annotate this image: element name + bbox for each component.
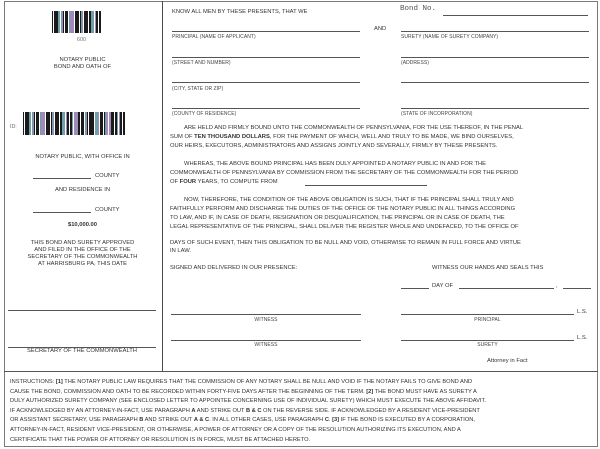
surety-state-label: (STATE OF INCORPORATION) bbox=[401, 111, 473, 117]
p2-text: YEARS, TO COMPUTE FROM bbox=[196, 179, 278, 185]
office-label: NOTARY PUBLIC, WITH OFFICE IN bbox=[35, 154, 130, 160]
instr-marker: [1] bbox=[55, 379, 63, 385]
panel-divider bbox=[162, 1, 163, 371]
p3-line3: TO LAW, AND IF, IN CASE OF DEATH, RESIGNATION OR DISQUALIFICATION, THE PRINCIPAL OR IN CASE OF DEATH, THE bbox=[170, 215, 505, 221]
paragraph-condition-cont bbox=[170, 239, 521, 255]
instr-line3: DULY AUTHORIZED SURETY COMPANY (SEE ENCLOSED LETTER TO APPOINTEE CONCERNING USE OF INDIVIDUAL SURETY) WHICH MUST EXECUTE THE ABOVE AFFIDAVIT. bbox=[10, 398, 486, 405]
instr-text: THE NOTARY PUBLIC LAW REQUIRES THAT THE COMMISSION OF ANY NOTARY SHALL BE NULL AND VOID IF THE NOTARY FAILS TO GIVE BOND AND bbox=[62, 379, 473, 385]
year-field[interactable] bbox=[563, 288, 591, 289]
instr-marker: C bbox=[324, 417, 329, 424]
witness-1-label: WITNESS bbox=[254, 317, 278, 323]
instr-line4 bbox=[10, 407, 486, 417]
instr-marker: B & C bbox=[245, 407, 262, 414]
bond-no-label: Bond No. bbox=[400, 5, 437, 13]
instr-marker: A bbox=[191, 407, 196, 414]
form-title-line1: NOTARY PUBLIC bbox=[59, 57, 106, 63]
surety-address-line2-field[interactable] bbox=[401, 82, 589, 83]
instr-text: IF THE BOND IS EXECUTED BY A CORPORATION, bbox=[339, 417, 475, 424]
instr-line1 bbox=[10, 378, 486, 388]
instr-marker: B bbox=[139, 417, 144, 424]
approval-line3: SECRETARY OF THE COMMONWEALTH bbox=[27, 254, 138, 260]
instructions bbox=[10, 378, 486, 445]
p1-line1: ARE HELD AND FIRMLY BOUND UNTO THE COMMONWEALTH OF PENNSYLVANIA, FOR THE USE THEREOF, IN THE PENAL bbox=[184, 125, 524, 131]
comma: , bbox=[556, 283, 558, 289]
p1-line2 bbox=[170, 133, 523, 142]
witness-1-signature-field[interactable] bbox=[171, 314, 361, 315]
approval-line4: AT HARRISBURG PA, THIS DATE bbox=[37, 261, 127, 267]
principal-street-field[interactable] bbox=[172, 57, 360, 58]
surety-name-field[interactable] bbox=[401, 31, 589, 32]
principal-county-label: (COUNTY OF RESIDENCE) bbox=[172, 111, 237, 117]
instr-text: INSTRUCTIONS: bbox=[10, 379, 56, 385]
p2-line2: COMMONWEALTH OF PENNSYLVANIA BY COMMISSION FROM THE SECRETARY OF THE COMMONWEALTH FOR THE PERIOD bbox=[170, 170, 519, 176]
form-title-line2: BOND AND OATH OF bbox=[53, 64, 112, 70]
surety-address-field[interactable] bbox=[401, 57, 589, 58]
ls-label-2: L.S. bbox=[577, 335, 588, 341]
surety-signature-field[interactable] bbox=[401, 340, 574, 341]
p3-line4: LEGAL REPRESENTATIVE OF THE PRINCIPAL, SHALL DELIVER THE REGISTER WHOLE AND UNDEFACED, TO THE OFFICE OF bbox=[170, 224, 519, 230]
surety-name-label: SURETY (NAME OF SURETY COMPANY) bbox=[401, 34, 499, 40]
county-label-2: COUNTY bbox=[95, 207, 120, 213]
principal-street-label: (STREET AND NUMBER) bbox=[172, 60, 231, 66]
p1-text: , FOR THE PAYMENT OF WHICH, WELL AND TRULY TO BE MADE, WE BIND OURSELVES, bbox=[269, 134, 514, 140]
principal-city-label: (CITY, STATE OR ZIP) bbox=[172, 86, 224, 92]
paragraph-condition bbox=[170, 196, 519, 232]
residence-county-field[interactable] bbox=[33, 212, 91, 213]
and-label: AND bbox=[374, 26, 387, 32]
instr-text: OR ASSISTANT SECRETARY, USE PARAGRAPH bbox=[10, 417, 140, 424]
instr-line5 bbox=[10, 416, 486, 426]
instr-marker: [3] bbox=[332, 417, 340, 424]
id-label: ID: bbox=[10, 124, 17, 130]
day-of-label: DAY OF bbox=[432, 283, 454, 289]
barcode-id bbox=[23, 112, 140, 135]
instr-text: CAUSE THE BOND, COMMISSION AND OATH TO BE RECORDED WITHIN FORTY-FIVE DAYS AFTER THE BEGINNING OF THE TERM. bbox=[10, 388, 367, 395]
p1-line3: OUR HEIRS, EXECUTORS, ADMINISTRATORS AND ASSIGNS JOINTLY AND SEVERALLY, FIRMLY BY THESE PRESENTS. bbox=[170, 143, 498, 149]
secretary-signature-label: SECRETARY OF THE COMMONWEALTH bbox=[27, 348, 137, 354]
ls-label-1: L.S. bbox=[577, 309, 588, 315]
paragraph-bound bbox=[170, 124, 523, 151]
p3-line2: FAITHFULLY PERFORM AND DISCHARGE THE DUTIES OF THE OFFICE OF THE NOTARY PUBLIC IN ALL THINGS ACCORDING bbox=[170, 206, 516, 212]
approval-line1: THIS BOND AND SURETY APPROVED bbox=[30, 240, 135, 246]
principal-county-field[interactable] bbox=[172, 108, 360, 109]
month-field[interactable] bbox=[459, 288, 554, 289]
intro-text: KNOW ALL MEN BY THESE PRESENTS, THAT WE bbox=[172, 9, 308, 15]
surety-signature-label: SURETY bbox=[477, 342, 498, 348]
instr-text: . bbox=[328, 417, 333, 424]
p2-line1: WHEREAS, THE ABOVE BOUND PRINCIPAL HAS BEEN DULY APPOINTED A NOTARY PUBLIC IN AND FOR THE bbox=[184, 161, 487, 167]
witness-2-signature-field[interactable] bbox=[171, 340, 361, 341]
signed-delivered-label: SIGNED AND DELIVERED IN OUR PRESENCE: bbox=[170, 265, 298, 271]
instr-text: THE BOND MUST HAVE AS SURETY A bbox=[373, 388, 477, 395]
instr-marker: [2] bbox=[366, 388, 374, 395]
term-years: FOUR bbox=[179, 179, 197, 185]
principal-signature-field[interactable] bbox=[401, 314, 574, 315]
surety-address-label: (ADDRESS) bbox=[401, 60, 429, 66]
bond-amount: $10,000.00 bbox=[67, 222, 97, 228]
county-label-1: COUNTY bbox=[95, 173, 120, 179]
instr-text: . IN ALL OTHER CASES, USE PARAGRAPH bbox=[209, 417, 325, 424]
approval-date-field[interactable] bbox=[8, 310, 156, 311]
p3-line1: NOW, THEREFORE, THE CONDITION OF THE ABOVE OBLIGATION IS SUCH, THAT IF THE PRINCIPAL SHALL TRULY AND bbox=[184, 197, 514, 203]
principal-city-field[interactable] bbox=[172, 82, 360, 83]
barcode-top bbox=[52, 11, 111, 33]
day-field[interactable] bbox=[401, 288, 429, 289]
principal-name-field[interactable] bbox=[172, 31, 360, 32]
witness-2-label: WITNESS bbox=[254, 342, 278, 348]
instructions-divider bbox=[4, 371, 598, 372]
approval-line2: AND FILED IN THE OFFICE OF THE bbox=[34, 247, 131, 253]
instr-text: ON THE REVERSE SIDE. IF ACKNOWLEDGED BY A RESIDENT VICE-PRESIDENT bbox=[261, 407, 480, 414]
principal-name-label: PRINCIPAL (NAME OF APPLICANT) bbox=[172, 34, 256, 40]
instr-line6: ATTORNEY-IN-FACT, RESIDENT VICE-PRESIDENT, OR OTHERWISE, A POWER OF ATTORNEY OR A COPY OF THE RESOLUTION AUTHORIZING ITS EXECUTION, AND A bbox=[10, 426, 461, 433]
p3-line6: IN LAW. bbox=[170, 248, 192, 254]
penal-sum: TEN THOUSAND DOLLARS bbox=[194, 134, 270, 140]
instr-text: AND STRIKE OUT bbox=[143, 417, 194, 424]
compute-from-date-field[interactable] bbox=[305, 185, 427, 186]
instr-text: AND STRIKE OUT bbox=[195, 407, 246, 414]
p1-text: SUM OF bbox=[170, 134, 195, 140]
principal-signature-label: PRINCIPAL bbox=[474, 317, 501, 323]
attorney-in-fact-label: Attorney in Fact bbox=[487, 358, 528, 364]
instr-line7: CERTIFICATE THAT THE POWER OF ATTORNEY OR RESOLUTION IS IN FORCE, MUST BE ATTACHED HERETO. bbox=[10, 436, 311, 443]
surety-state-field[interactable] bbox=[401, 108, 589, 109]
instr-marker: A & C bbox=[193, 417, 210, 424]
residence-label: AND RESIDENCE IN bbox=[54, 187, 111, 193]
instr-text: IF ACKNOWLEDGED BY AN ATTORNEY-IN-FACT, USE PARAGRAPH bbox=[10, 407, 192, 414]
p2-text: OF bbox=[170, 179, 180, 185]
p3-line5: DAYS OF SUCH EVENT, THEN THIS OBLIGATION TO BE NULL AND VOID, OTHERWISE TO REMAIN IN FULL FORCE AND VIRTUE bbox=[170, 240, 521, 246]
witness-hands-label: WITNESS OUR HANDS AND SEALS THIS bbox=[432, 265, 544, 271]
bond-no-field[interactable] bbox=[443, 15, 588, 16]
paragraph-whereas bbox=[170, 160, 518, 187]
barcode-number: 600 bbox=[76, 37, 87, 43]
office-county-field[interactable] bbox=[33, 178, 91, 179]
instr-line2 bbox=[10, 388, 486, 398]
